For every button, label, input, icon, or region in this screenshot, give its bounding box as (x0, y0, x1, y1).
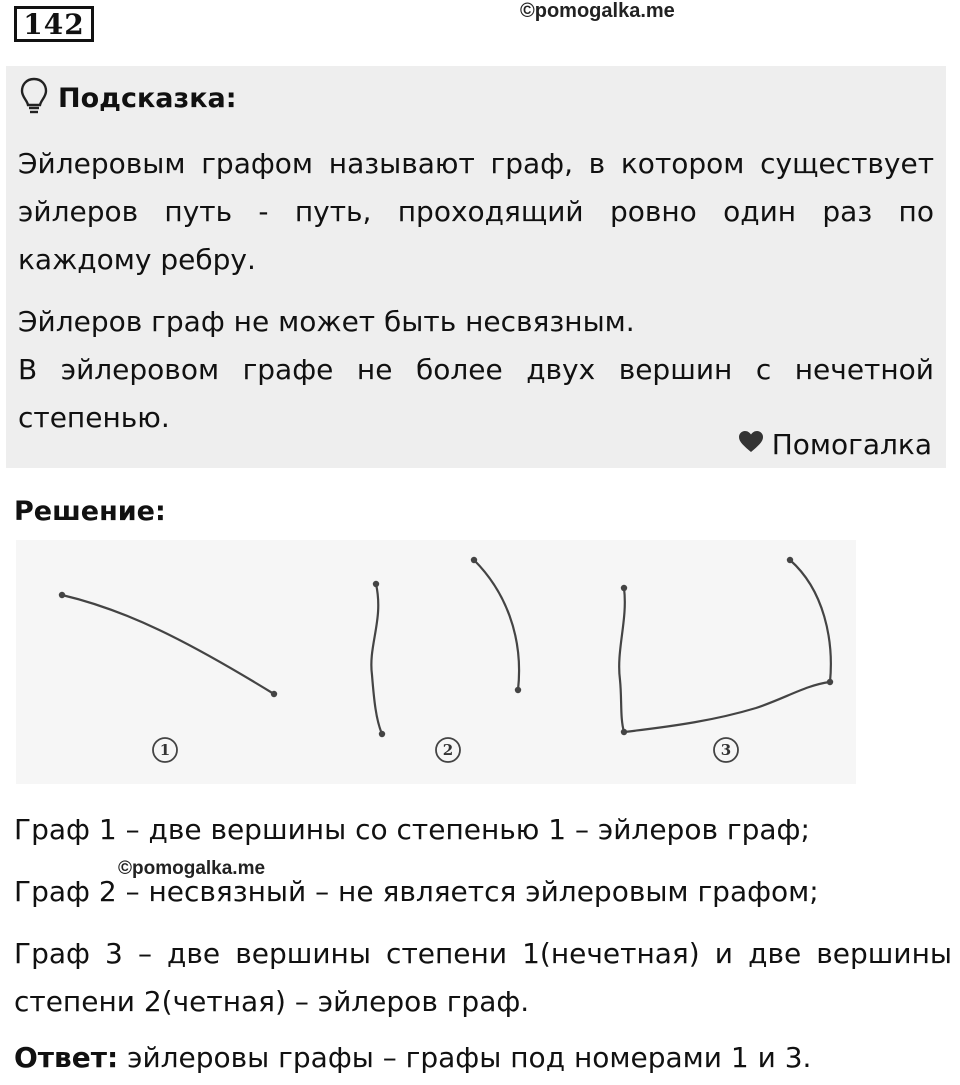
solution-title: Решение: (14, 496, 166, 527)
watermark-top: ©pomogalka.me (520, 0, 675, 22)
hint-paragraph-definition: Эйлеровым графом называют граф, в котором существует эйлеров путь - путь, проходящий ровно один раз по каждому ребру. (18, 147, 934, 276)
solution-line-graph-1: Граф 1 – две вершины со степенью 1 – эйлеров граф; (14, 813, 810, 846)
solution-line-graph-3: Граф 3 – две вершины степени 1(нечетная) и две вершины степени 2(четная) – эйлеров граф. (14, 937, 952, 1018)
lightbulb-icon (20, 77, 48, 119)
graph-2-vertex (379, 731, 385, 737)
hint-property-connected: Эйлеров граф не может быть несвязным. (18, 305, 635, 338)
graph-3-edge-right (790, 560, 831, 682)
graph-3-vertex (827, 679, 833, 685)
answer-line (14, 1034, 954, 1082)
answer-label: Ответ: (14, 1041, 119, 1074)
graph-1-vertex (271, 691, 277, 697)
graph-1-label: 1 (159, 741, 171, 759)
graph-3-label: 3 (720, 741, 732, 759)
hint-title: Подсказка: (58, 82, 237, 114)
graph-2-edge-right (474, 560, 519, 690)
hint-box (6, 66, 946, 468)
graph-3-vertex (621, 585, 627, 591)
brand-name: Помогалка (771, 428, 932, 461)
graph-1-edge (62, 595, 274, 694)
answer-text: эйлеровы графы – графы под номерами 1 и 3. (118, 1041, 812, 1074)
hint-header (20, 78, 237, 118)
graph-3-edge-left (619, 588, 625, 732)
graph-3-edge-bottom (624, 682, 830, 732)
graph-2-label: 2 (442, 741, 454, 759)
task-number: 142 (14, 6, 94, 42)
hint-paragraph-properties (18, 298, 934, 442)
watermark-middle: ©pomogalka.me (118, 858, 266, 879)
solution-line-graph-2: Граф 2 – несвязный – не является эйлеровым графом; (14, 875, 819, 908)
heart-icon (738, 428, 764, 461)
graphs-figure (16, 540, 856, 784)
graph-2-vertex (373, 581, 379, 587)
graph-2-edge-left (371, 584, 382, 734)
graph-2-vertex (515, 687, 521, 693)
graph-1-vertex (59, 592, 65, 598)
graph-3-vertex (621, 729, 627, 735)
brand-signature (738, 428, 932, 461)
hint-property-odd-vertices: В эйлеровом графе не более двух вершин с нечетной степенью. (18, 353, 934, 434)
graph-2-vertex (471, 557, 477, 563)
graph-3-vertex (787, 557, 793, 563)
